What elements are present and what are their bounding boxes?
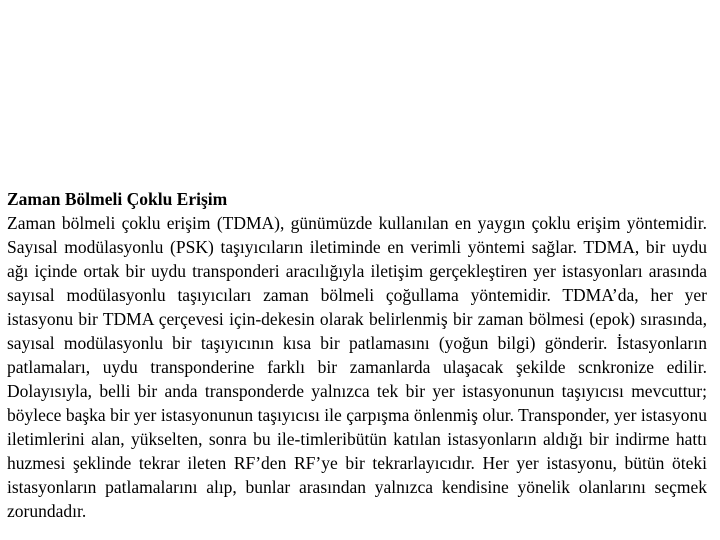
body-paragraph: Zaman bölmeli çoklu erişim (TDMA), günümüzde kullanılan en yaygın çoklu erişim yöntemidir. Sayısal modülasyonlu (PSK) taşıyıcıların iletiminde en verimli yöntemi sağlar. TDMA, bir uydu ağı içinde ortak bir uydu transponderi aracılığıyla iletişim gerçekleştiren yer istasyonları arasında sayısal modülasyonlu taşıyıcıları zaman bölmeli çoğullama yöntemidir. TDMA’da, her yer istasyonu bir TDMA çerçevesi için-dekesin olarak belirlenmiş bir zaman bölmesi (epok) sırasında, sayısal modülasyonlu bir taşıyıcının kısa bir patlamasını (yoğun bilgi) gönderir. İstasyonların patlamaları, uydu transponderine farklı bir zamanlarda ulaşacak şekilde scnkronize edilir. Dolayısıyla, belli bir anda transponderde yalnızca tek bir yer istasyonunun taşıyıcısı mevcuttur; böylece başka bir yer istasyonunun taşıyıcısı ile çarpışma önlenmiş olur. Transponder, yer istasyonu iletimlerini alan, yükselten, sonra bu ile-timleribütün katılan istasyonların aldığı bir indirme hattı huzmesi şeklinde tekrar ileten RF’den RF’ye bir tekrarlayıcıdır. Her yer istasyonu, bütün öteki istasyonların patlamalarını alıp, bunlar arasından yalnızca kendisine yönelik olanlarını seçmek zorundadır. <box>7 213 707 521</box>
text-block <box>7 187 707 523</box>
section-heading: Zaman Bölmeli Çoklu Erişim <box>7 189 228 209</box>
